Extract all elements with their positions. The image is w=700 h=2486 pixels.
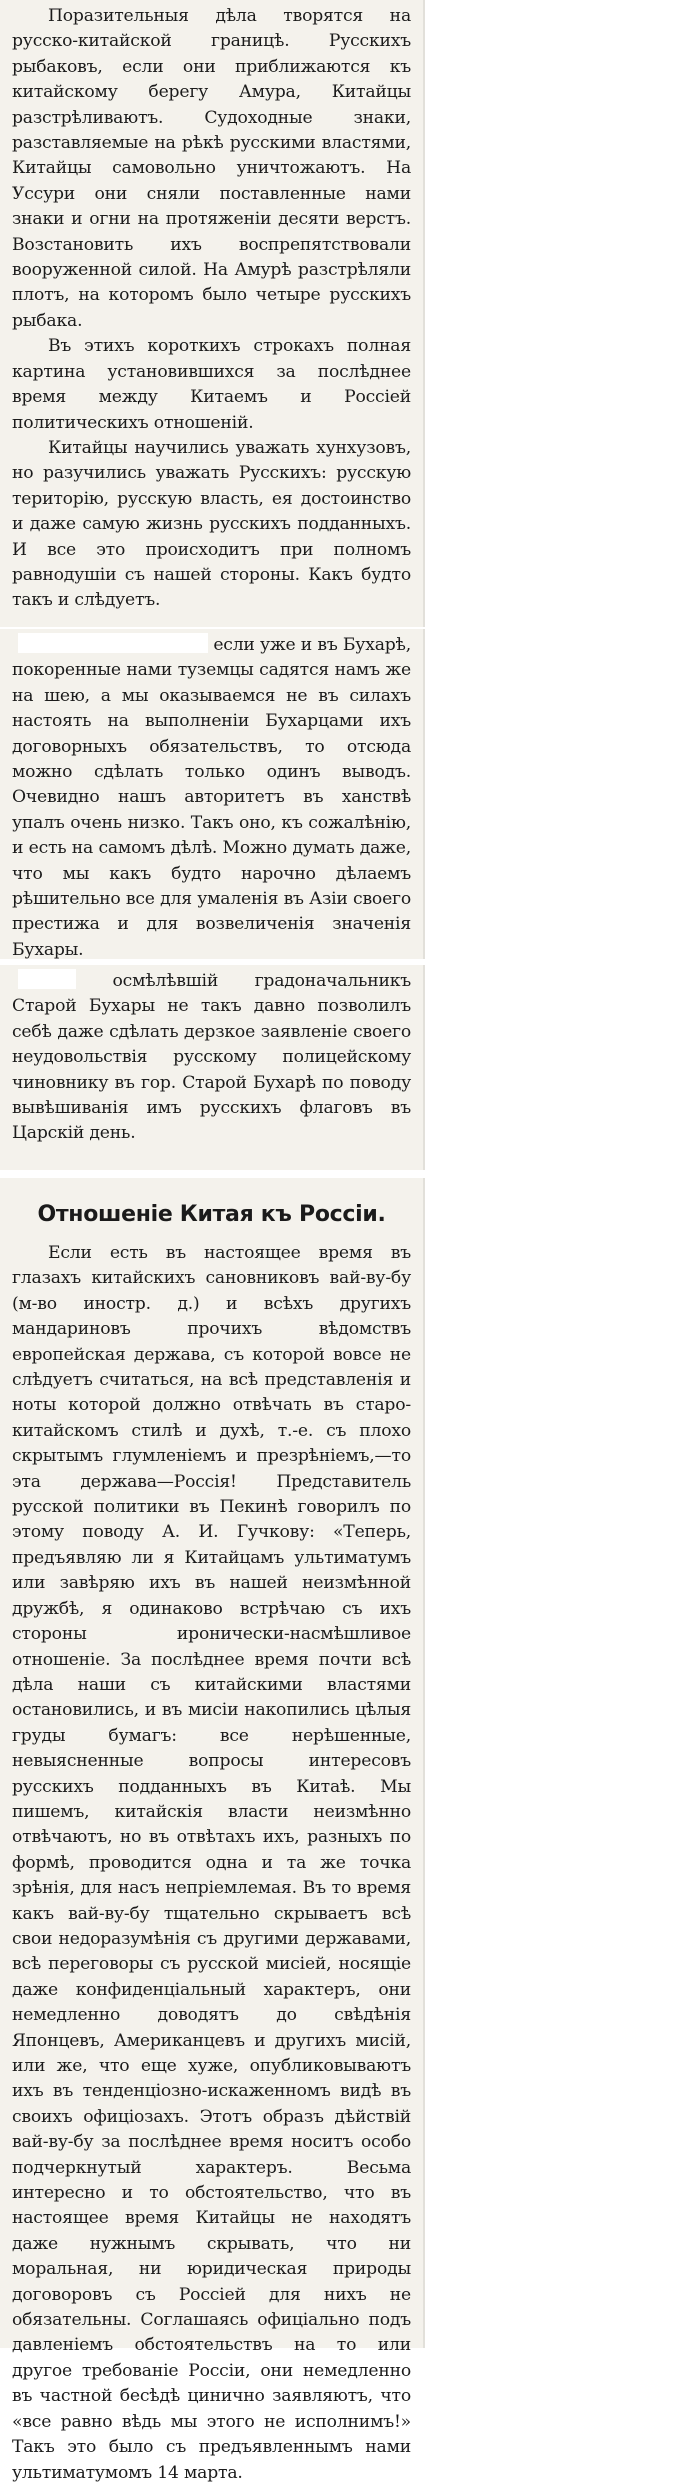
redaction-mask bbox=[18, 633, 208, 653]
clipping-edge bbox=[423, 0, 425, 627]
paragraph: Поразительныя дѣла творятся на русско-китайской границѣ. Русскихъ рыбаковъ, если они приближаются къ китайскому берегу Амура, Китайцы разстрѣливаютъ. Судоходные знаки, разставляемые на рѣкѣ русскими властями, Китайцы самовольно уничтожаютъ. На Уссури они сняли поставленные нами знаки и огни на протяженіи десяти верстъ. Возстановить ихъ воспрепятствовали вооруженной силой. На Амурѣ разстрѣляли плотъ, на которомъ было четыре русскихъ рыбака. bbox=[12, 6, 411, 331]
paragraph-text: если уже и въ Бухарѣ, покоренные нами туземцы садятся намъ же на шею, а мы оказываемся не въ силахъ настоять на выполненіи Бухарцами ихъ договорныхъ обязательствъ, то отсюда можно сдѣлать только одинъ выводъ. Очевидно нашъ авторитетъ въ ханствѣ упалъ очень низко. Такъ оно, къ сожалѣнію, и есть на самомъ дѣлѣ. Можно думать даже, что мы какъ будто нарочно дѣлаемъ рѣшительно все для умаленія въ Азіи своего престижа и для возвеличенія значенія Бухары. bbox=[12, 635, 411, 960]
paragraph-text: осмѣлѣвшій градоначальникъ Старой Бухары не такъ давно позволилъ себѣ даже сдѣлать дерзкое заявленіе своего неудовольствія русскому полицейскому чиновнику въ гор. Старой Бухарѣ по поводу вывѣшиванія имъ русскихъ флаговъ въ Царскій день. bbox=[12, 971, 411, 1144]
newspaper-clipping-3 bbox=[0, 965, 425, 1170]
clipping-edge bbox=[423, 629, 425, 959]
clipping-edge bbox=[423, 965, 425, 1170]
paragraph-with-masked-end bbox=[12, 1241, 411, 2486]
redaction-mask bbox=[248, 2461, 318, 2481]
paragraph-with-masked-start bbox=[12, 969, 411, 1147]
clipping-edge bbox=[423, 1178, 425, 2348]
redaction-mask bbox=[18, 969, 76, 989]
article-headline: Отношеніе Китая къ Россіи. bbox=[37, 1202, 386, 1227]
paragraph-text: Если есть въ настоящее время въ глазахъ китайскихъ сановниковъ вай-ву-бу (м-во иностр. д.) и всѣхъ другихъ мандариновъ прочихъ вѣдомствъ европейская держава, съ которой вовсе не слѣдуетъ считаться, на всѣ представленія и ноты которой должно отвѣчать въ старо-китайскомъ стилѣ и духѣ, т.-е. съ плохо скрытымъ глумленіемъ и презрѣніемъ,—то эта держава—Россія! Представитель русской политики въ Пекинѣ говорилъ по этому поводу А. И. Гучкову: «Теперь, предъявляю ли я Китайцамъ ультиматумъ или завѣряю ихъ въ нашей неизмѣнной дружбѣ, я одинаково встрѣчаю съ ихъ стороны иронически-насмѣшливое отношеніе. За послѣднее время почти всѣ дѣла наши съ китайскими властями остановились, и въ мисіи накопились цѣлыя груды бумагъ: все нерѣшенные, невыясненные вопросы интересовъ русскихъ подданныхъ въ Китаѣ. Мы пишемъ, китайскія власти неизмѣнно отвѣчаютъ, но въ отвѣтахъ ихъ, разныхъ по формѣ, проводится одна и та же точка зрѣнія, для насъ непріемлемая. Въ то время какъ вай-ву-бу тщательно скрываетъ всѣ свои недоразумѣнія съ другими державами, всѣ переговоры съ русской мисіей, носящіе даже конфиденціальный характеръ, они немедленно доводятъ до свѣдѣнія Японцевъ, Американцевъ и другихъ мисій, или же, что еще хуже, опубликовываютъ ихъ въ тенденціозно-искаженномъ видѣ въ своихъ офиціозахъ. Этотъ образъ дѣйствій вай-ву-бу за послѣднее время носитъ особо подчеркнутый характеръ. Весьма интересно и то обстоятельство, что въ настоящее время Китайцы не находятъ даже нужнымъ скрывать, что ни моральная, ни юридическая природы договоровъ съ Россіей для нихъ не обязательны. Соглашаясь офиціально подъ давленіемъ обстоятельствъ на то или другое требованіе Россіи, они немедленно въ частной бесѣдѣ цинично заявляютъ, что «все равно вѣдь мы этого не исполнимъ!» Такъ это было съ предъявленнымъ нами ультиматумомъ 14 марта. bbox=[12, 1243, 411, 2483]
paragraph-with-masked-start bbox=[12, 633, 411, 963]
newspaper-clipping-4 bbox=[0, 1178, 425, 2483]
newspaper-clipping-2 bbox=[0, 629, 425, 959]
paragraph: Въ этихъ короткихъ строкахъ полная картина установившихся за послѣднее время между Китаемъ и Россіей политическихъ отношеній. bbox=[12, 336, 411, 433]
paragraph: Китайцы научились уважать хунхузовъ, но разучились уважать Русскихъ: русскую територію, русскую власть, ея достоинство и даже самую жизнь русскихъ подданныхъ. И все это происходитъ при полномъ равнодушіи съ нашей стороны. Какъ будто такъ и слѣдуетъ. bbox=[12, 437, 411, 611]
newspaper-clipping-1 bbox=[0, 0, 425, 627]
